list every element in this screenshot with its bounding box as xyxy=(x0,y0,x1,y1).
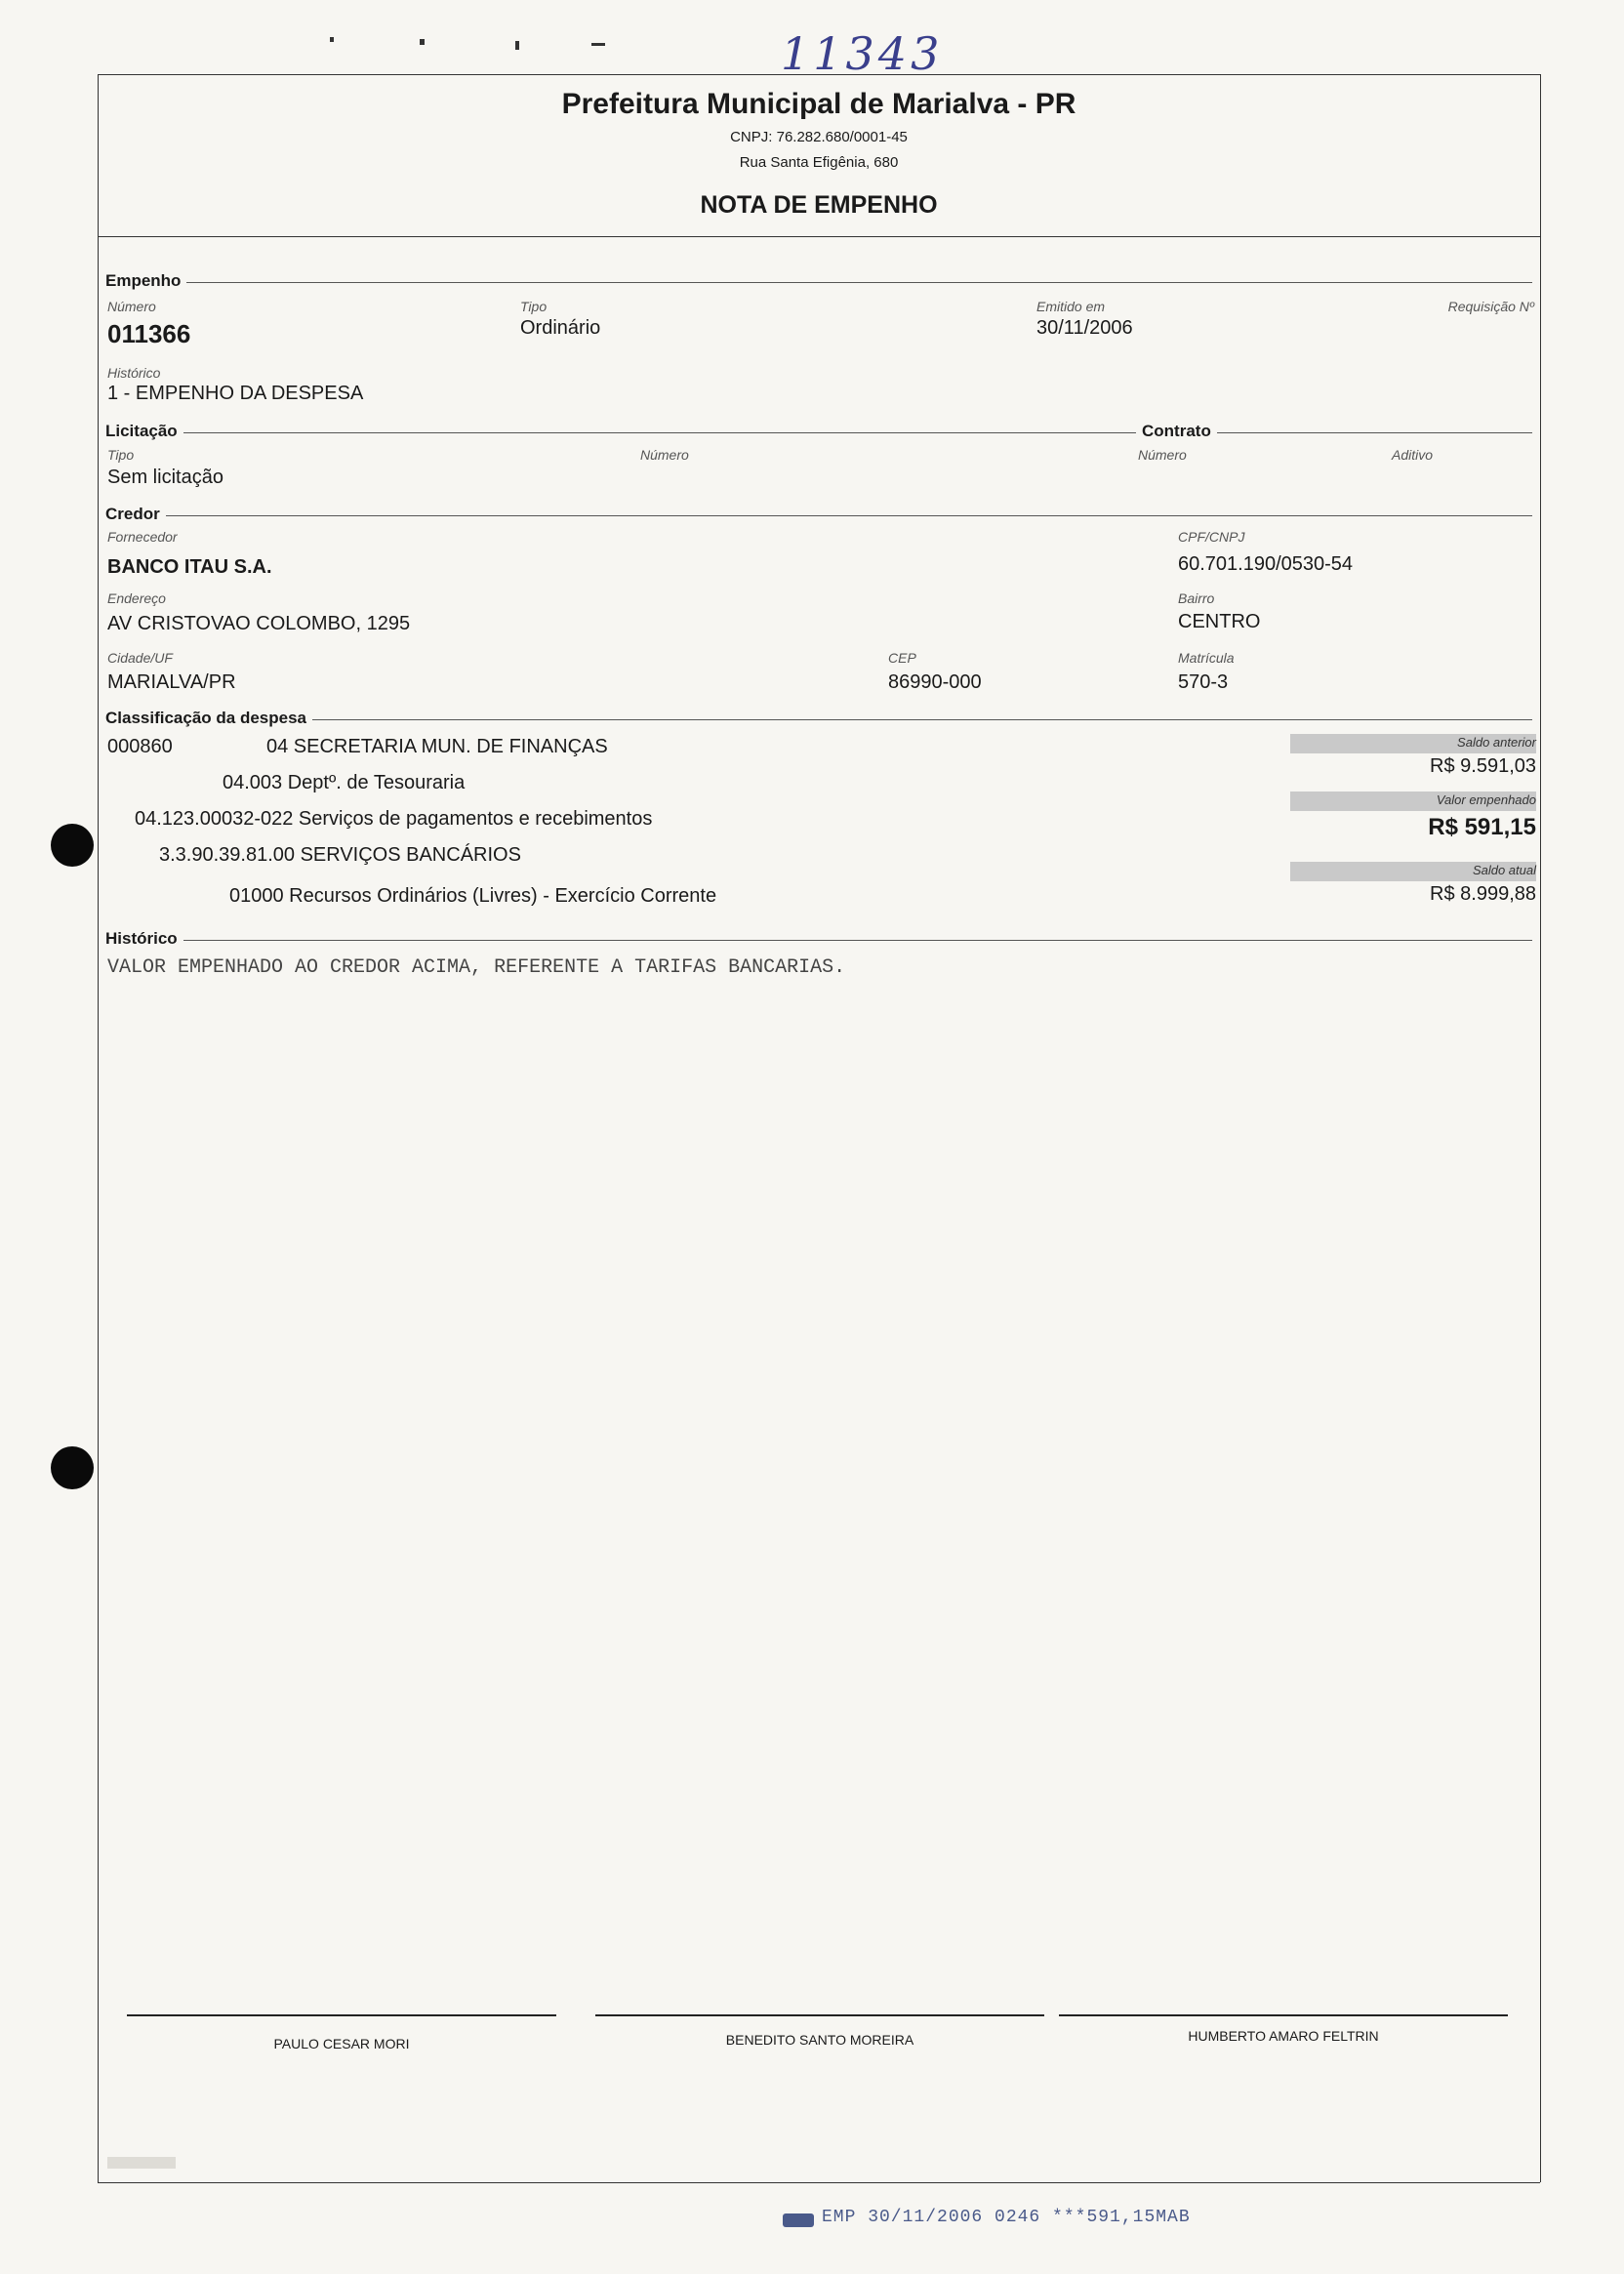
classificacao-line: 04 SECRETARIA MUN. DE FINANÇAS xyxy=(266,736,608,757)
section-classificacao: Classificação da despesa xyxy=(105,709,312,728)
label-valor-empenhado: Valor empenhado xyxy=(1436,792,1536,807)
signature-line xyxy=(595,2014,1044,2016)
signature-line xyxy=(1059,2014,1508,2016)
classificacao-line: 01000 Recursos Ordinários (Livres) - Exercício Corrente xyxy=(229,885,717,907)
bottom-stamp: EMP 30/11/2006 0246 ***591,15MAB xyxy=(822,2208,1191,2227)
valor-empenhado: R$ 591,15 xyxy=(1428,814,1536,840)
credor-cidade: MARIALVA/PR xyxy=(107,671,236,693)
section-line xyxy=(105,515,1532,516)
label-cep: CEP xyxy=(888,650,916,666)
classificacao-code: 000860 xyxy=(107,736,173,757)
section-line xyxy=(105,719,1532,720)
document-title: NOTA DE EMPENHO xyxy=(700,191,938,219)
label-saldo-anterior: Saldo anterior xyxy=(1457,735,1536,750)
stamp-mark xyxy=(783,2213,814,2227)
label-licitacao-numero: Número xyxy=(640,447,689,463)
credor-cpf: 60.701.190/0530-54 xyxy=(1178,553,1354,575)
label-licitacao-tipo: Tipo xyxy=(107,447,135,463)
licitacao-tipo: Sem licitação xyxy=(107,467,223,488)
classificacao-line: 04.123.00032-022 Serviços de pagamentos e recebimentos xyxy=(135,808,653,830)
frame-bottom xyxy=(98,2182,1540,2183)
credor-cep: 86990-000 xyxy=(888,671,982,693)
label-tipo: Tipo xyxy=(520,299,548,314)
empenho-tipo: Ordinário xyxy=(520,317,601,339)
label-saldo-atual: Saldo atual xyxy=(1472,863,1536,877)
header-address: Rua Santa Efigênia, 680 xyxy=(739,154,899,171)
signature-name: PAULO CESAR MORI xyxy=(273,2036,410,2051)
section-line xyxy=(105,282,1532,283)
frame-top xyxy=(98,74,1540,75)
section-licitacao: Licitação xyxy=(105,422,183,441)
section-line xyxy=(105,940,1532,941)
label-contrato-numero: Número xyxy=(1138,447,1187,463)
signature-name: HUMBERTO AMARO FELTRIN xyxy=(1188,2028,1379,2044)
section-historico: Histórico xyxy=(105,929,183,949)
section-line xyxy=(105,432,1532,433)
section-contrato: Contrato xyxy=(1136,422,1217,441)
credor-fornecedor: BANCO ITAU S.A. xyxy=(107,556,272,578)
frame-right xyxy=(1540,74,1541,2182)
scan-speck xyxy=(330,37,334,42)
classificacao-line: 04.003 Deptº. de Tesouraria xyxy=(223,772,466,793)
credor-matricula: 570-3 xyxy=(1178,671,1229,693)
signature-line xyxy=(127,2014,556,2016)
historico-text: VALOR EMPENHADO AO CREDOR ACIMA, REFERENTE A TARIFAS BANCARIAS. xyxy=(107,956,846,979)
label-bairro: Bairro xyxy=(1178,590,1215,606)
punch-hole xyxy=(51,824,94,867)
label-requisicao: Requisição Nº xyxy=(1447,299,1534,314)
faint-mark xyxy=(107,2157,176,2169)
label-cpf: CPF/CNPJ xyxy=(1178,529,1245,545)
header-cnpj: CNPJ: 76.282.680/0001-45 xyxy=(730,129,908,145)
label-contrato-aditivo: Aditivo xyxy=(1392,447,1434,463)
section-empenho: Empenho xyxy=(105,271,186,291)
frame-left xyxy=(98,74,99,2182)
scan-speck xyxy=(591,43,605,46)
empenho-numero: 011366 xyxy=(107,319,191,348)
credor-bairro: CENTRO xyxy=(1178,611,1261,632)
label-numero: Número xyxy=(107,299,156,314)
label-historico: Histórico xyxy=(107,365,161,381)
section-credor: Credor xyxy=(105,505,166,524)
classificacao-line: 3.3.90.39.81.00 SERVIÇOS BANCÁRIOS xyxy=(159,844,521,866)
empenho-emitido: 30/11/2006 xyxy=(1036,317,1133,339)
header-divider xyxy=(98,236,1540,237)
empenho-historico: 1 - EMPENHO DA DESPESA xyxy=(107,383,364,404)
signature-name: BENEDITO SANTO MOREIRA xyxy=(725,2032,914,2048)
label-cidade: Cidade/UF xyxy=(107,650,173,666)
label-endereco: Endereço xyxy=(107,590,166,606)
scan-speck xyxy=(420,39,425,45)
handwritten-number: 11343 xyxy=(781,27,944,80)
label-fornecedor: Fornecedor xyxy=(107,529,178,545)
label-matricula: Matrícula xyxy=(1178,650,1235,666)
saldo-atual: R$ 8.999,88 xyxy=(1430,883,1536,905)
label-emitido: Emitido em xyxy=(1036,299,1106,314)
scan-speck xyxy=(515,41,519,50)
saldo-anterior: R$ 9.591,03 xyxy=(1430,755,1536,777)
page-title: Prefeitura Municipal de Marialva - PR xyxy=(561,88,1076,120)
punch-hole xyxy=(51,1446,94,1489)
credor-endereco: AV CRISTOVAO COLOMBO, 1295 xyxy=(107,613,411,634)
